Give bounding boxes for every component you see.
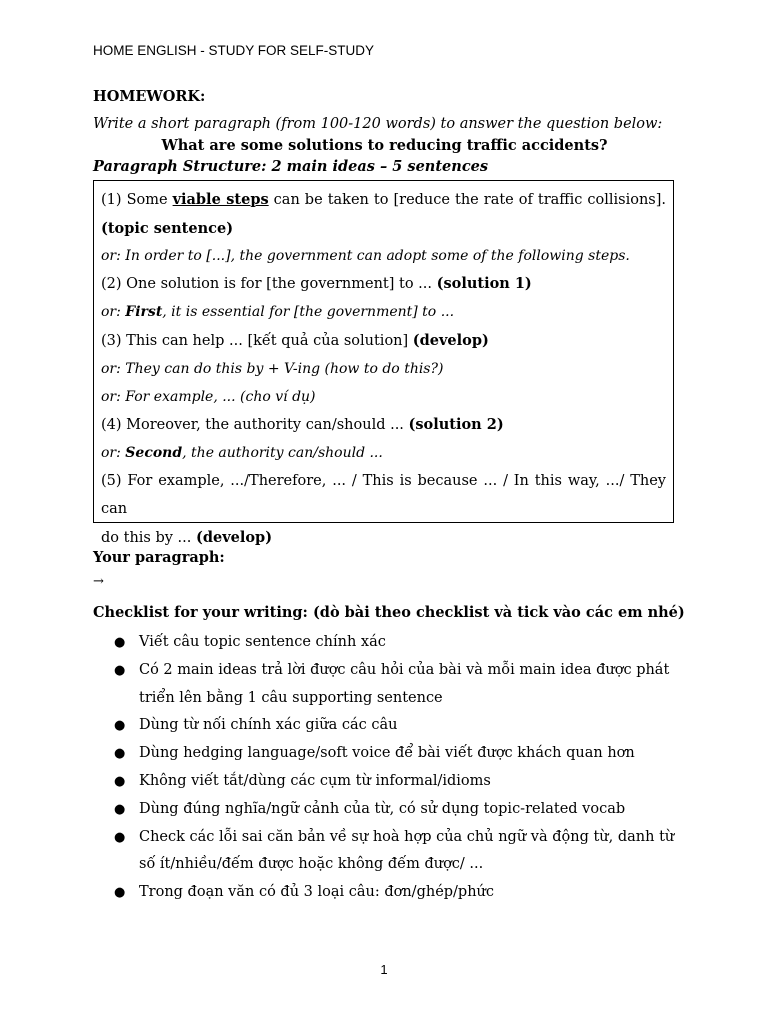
- page-number: 1: [380, 962, 388, 977]
- homework-instruction: Write a short paragraph (from 100-120 words) to answer the question below:: [93, 116, 663, 132]
- bullet-icon: ●: [114, 635, 126, 650]
- box-line-3: or: In order to [...], the government can adopt some of the following steps.: [101, 247, 630, 264]
- box-line-12: do this by ... (develop): [101, 528, 273, 546]
- box-line-7: or: They can do this by + V-ing (how to do this?): [101, 360, 444, 377]
- bullet-icon: ●: [114, 662, 126, 678]
- box-line-4: (2) One solution is for [the government] to ... (solution 1): [101, 275, 532, 293]
- checklist: [114, 629, 684, 907]
- paragraph-structure: Paragraph Structure: 2 main ideas – 5 sentences: [93, 158, 489, 175]
- structure-box: [93, 180, 674, 546]
- checklist-item: ● Không viết tắt/dùng các cụm từ informal/idioms: [114, 768, 684, 796]
- page-header: HOME ENGLISH - STUDY FOR SELF-STUDY: [93, 43, 375, 58]
- box-line-6: (3) This can help ... [kết quả của solution] (develop): [101, 331, 489, 349]
- bullet-icon: ●: [114, 829, 126, 845]
- checklist-item: ● Dùng hedging language/soft voice để bài viết được khách quan hơn: [114, 740, 684, 768]
- checklist-item: ● Check các lỗi sai căn bản về sự hoà hợp của chủ ngữ và động từ, danh từ số ít/nhiều/đếm được hoặc không đếm được/ ...: [114, 824, 684, 880]
- box-line-2: (topic sentence): [101, 219, 234, 237]
- bullet-icon: ●: [114, 773, 126, 789]
- box-line-11: (5) For example, .../Therefore, ... / This is because ... / In this way, .../ They can: [101, 472, 666, 517]
- homework-label: HOMEWORK:: [93, 88, 206, 105]
- box-line-1: (1) Some viable steps can be taken to [reduce the rate of traffic collisions].: [101, 191, 666, 208]
- box-line-8: or: For example, ... (cho ví dụ): [101, 388, 316, 405]
- checklist-title: Checklist for your writing: (dò bài theo checklist và tick vào các em nhé): [93, 604, 685, 621]
- bullet-icon: ●: [114, 746, 126, 762]
- homework-question: What are some solutions to reducing traffic accidents?: [161, 137, 608, 154]
- box-line-5: or: First, it is essential for [the government] to ...: [101, 304, 455, 321]
- viable-steps-term: viable steps: [172, 191, 269, 208]
- checklist-item: ● Dùng từ nối chính xác giữa các câu: [114, 712, 684, 740]
- box-line-10: or: Second, the authority can/should ...: [101, 445, 383, 462]
- checklist-item: ● Có 2 main ideas trả lời được câu hỏi của bài và mỗi main idea được phát triển lên bằng 1 câu supporting sentence: [114, 657, 684, 713]
- checklist-item: ● Viết câu topic sentence chính xác: [114, 629, 684, 657]
- arrow-right-icon: →: [93, 574, 104, 589]
- box-line-9: (4) Moreover, the authority can/should ... (solution 2): [101, 416, 504, 434]
- checklist-item: ● Trong đoạn văn có đủ 3 loại câu: đơn/ghép/phức: [114, 879, 684, 907]
- your-paragraph-label: Your paragraph:: [93, 549, 225, 566]
- bullet-icon: ●: [114, 801, 126, 817]
- bullet-icon: ●: [114, 885, 126, 901]
- bullet-icon: ●: [114, 718, 126, 734]
- checklist-item: ● Dùng đúng nghĩa/ngữ cảnh của từ, có sử dụng topic-related vocab: [114, 796, 684, 824]
